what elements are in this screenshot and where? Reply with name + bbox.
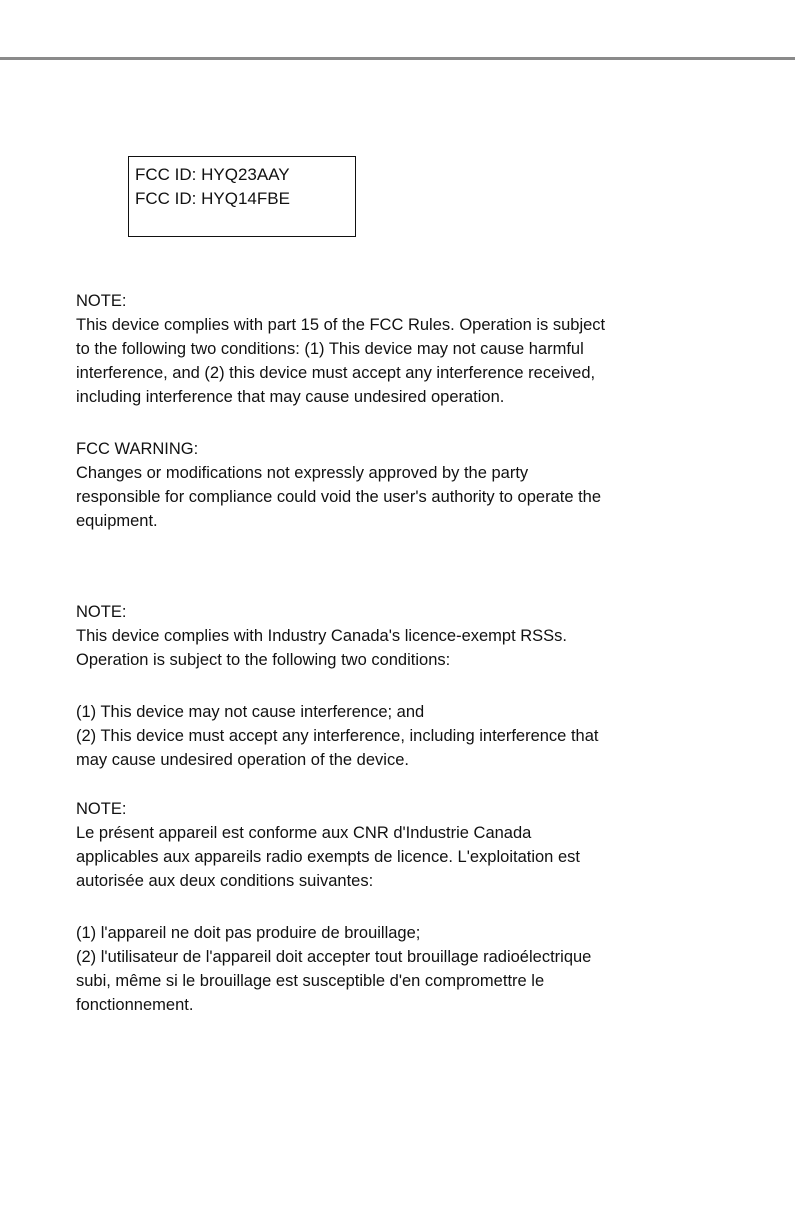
- section-heading: NOTE:: [76, 800, 127, 818]
- section-heading: NOTE:: [76, 292, 127, 310]
- paragraph-line: Le présent appareil est conforme aux CNR d'Industrie Canada: [76, 824, 532, 842]
- fcc-id-line: FCC ID: HYQ14FBE: [135, 189, 290, 208]
- paragraph-line: (2) l'utilisateur de l'appareil doit accepter tout brouillage radioélectrique: [76, 948, 592, 966]
- paragraph-line: (2) This device must accept any interference, including interference that: [76, 727, 599, 745]
- paragraph-line: may cause undesired operation of the device.: [76, 751, 409, 769]
- paragraph-line: responsible for compliance could void the user's authority to operate the: [76, 488, 602, 506]
- paragraph-line: to the following two conditions: (1) This device may not cause harmful: [76, 340, 584, 358]
- paragraph-line: autorisée aux deux conditions suivantes:: [76, 872, 374, 890]
- paragraph-line: equipment.: [76, 512, 158, 530]
- paragraph-line: This device complies with Industry Canada's licence-exempt RSSs.: [76, 627, 568, 645]
- paragraph-line: Operation is subject to the following two conditions:: [76, 651, 451, 669]
- ic-note-section: [76, 600, 706, 672]
- fcc-warning-section: [76, 437, 706, 533]
- fcc-note-section: [76, 289, 706, 409]
- paragraph-line: subi, même si le brouillage est susceptible d'en compromettre le: [76, 972, 545, 990]
- fcc-id-line: FCC ID: HYQ23AAY: [135, 165, 290, 184]
- paragraph-line: This device complies with part 15 of the FCC Rules. Operation is subject: [76, 316, 606, 334]
- paragraph-line: Changes or modifications not expressly approved by the party: [76, 464, 529, 482]
- paragraph-line: fonctionnement.: [76, 996, 194, 1014]
- section-heading: NOTE:: [76, 603, 127, 621]
- paragraph-line: applicables aux appareils radio exempts de licence. L'exploitation est: [76, 848, 580, 866]
- ic-conditions-section: [76, 700, 706, 772]
- paragraph-line: (1) l'appareil ne doit pas produire de brouillage;: [76, 924, 421, 942]
- fcc-id-box: [128, 156, 356, 237]
- section-heading: FCC WARNING:: [76, 440, 199, 458]
- paragraph-line: interference, and (2) this device must accept any interference received,: [76, 364, 596, 382]
- ic-note-french-section: [76, 797, 706, 893]
- paragraph-line: (1) This device may not cause interference; and: [76, 703, 425, 721]
- ic-conditions-french-section: [76, 921, 706, 1017]
- top-divider: [0, 57, 795, 60]
- paragraph-line: including interference that may cause undesired operation.: [76, 388, 505, 406]
